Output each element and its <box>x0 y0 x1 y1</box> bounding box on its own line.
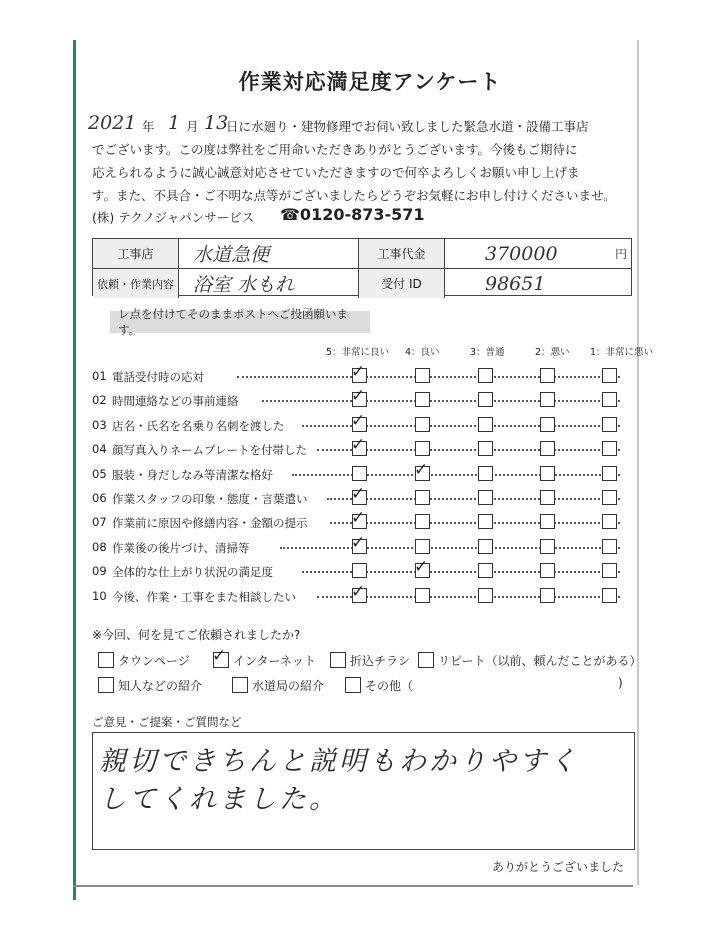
source-option-label: リピート（以前、頼んだことがある） <box>438 653 642 668</box>
rating-checkbox-5[interactable] <box>351 484 367 505</box>
check-mark-icon: ✓ <box>414 459 429 480</box>
source-question: ※今回、何を見てご依頼されましたか? <box>92 628 301 642</box>
rating-checkbox-4[interactable] <box>415 588 430 603</box>
bottom-margin-rule <box>73 885 633 887</box>
source-option-label: 折込チラシ <box>350 653 411 668</box>
check-mark-icon: ✓ <box>212 646 227 666</box>
rating-checkbox-4[interactable] <box>415 514 430 529</box>
job-info-table <box>92 238 632 296</box>
question-row-06 <box>92 484 632 510</box>
leader-dots <box>302 425 620 427</box>
survey-title: 作業対応満足度アンケート <box>238 70 502 94</box>
source-option-2[interactable] <box>212 646 316 669</box>
leader-dots <box>327 498 620 500</box>
question-text: 時間連絡などの事前連絡 <box>112 394 239 409</box>
intro-line-4: す。また、不具合・ご不明な点等がございましたらどうぞお気軽にお申し付けくださいませ。 <box>92 188 616 203</box>
rating-checkbox-2[interactable] <box>540 539 555 554</box>
check-mark-icon: ✓ <box>351 484 366 504</box>
rating-checkbox-1[interactable] <box>602 514 617 529</box>
source-checkbox[interactable] <box>345 677 361 693</box>
leader-dots <box>292 474 620 476</box>
rating-checkbox-4[interactable] <box>415 490 430 505</box>
rating-checkbox-3[interactable] <box>478 514 493 529</box>
source-option-1[interactable] <box>98 651 190 669</box>
fee-label: 工事代金 <box>359 239 445 268</box>
rating-checkbox-2[interactable] <box>540 588 555 603</box>
question-text: 作業後の後片づけ、清掃等 <box>112 540 250 555</box>
question-row-05 <box>92 459 632 486</box>
rating-checkbox-1[interactable] <box>602 539 617 554</box>
source-checkbox[interactable] <box>418 652 434 668</box>
rating-checkbox-2[interactable] <box>540 441 555 456</box>
rating-checkbox-5[interactable] <box>351 362 367 383</box>
fee-value: 370000 <box>485 242 558 265</box>
source-option-3[interactable] <box>330 651 410 669</box>
left-margin-rule <box>73 40 76 900</box>
id-label: 受付 ID <box>359 269 445 298</box>
question-row-04 <box>92 435 632 461</box>
company-phone: ☎0120-873-571 <box>280 205 425 224</box>
leader-dots <box>280 547 620 549</box>
scale-label-1: 1：非常に悪い <box>590 347 654 358</box>
question-text: 作業前に原因や修繕内容・金額の提示 <box>112 516 308 531</box>
info-row-1 <box>93 239 631 268</box>
rating-checkbox-4[interactable] <box>414 557 430 578</box>
scale-label-2: 2：悪い <box>535 347 570 358</box>
source-option-label: 知人などの紹介 <box>118 678 203 693</box>
intro-line-2: でございます。この度は弊社をご用命いただきありがとうございます。今後もご期待に <box>92 142 578 157</box>
rating-checkbox-3[interactable] <box>478 441 493 456</box>
check-mark-icon: ✓ <box>351 581 366 602</box>
instruction-banner: レ点を付けてそのままポストへご投函願います。 <box>110 311 370 333</box>
leader-dots <box>330 522 620 524</box>
question-row-08 <box>92 532 632 559</box>
rating-checkbox-1[interactable] <box>602 490 617 505</box>
question-text: 全体的な仕上がり状況の満足度 <box>112 565 273 580</box>
source-option-label: その他（ <box>365 678 414 693</box>
check-mark-icon: ✓ <box>351 508 366 529</box>
question-number: 07 <box>92 515 107 530</box>
info-row-2 <box>93 268 631 297</box>
question-row-01 <box>92 362 632 388</box>
rating-checkbox-5[interactable] <box>352 466 367 481</box>
question-number: 05 <box>92 466 107 481</box>
source-other-close: ) <box>618 676 623 690</box>
rating-checkbox-2[interactable] <box>540 514 555 529</box>
date-month-suffix: 月 <box>186 119 199 134</box>
intro-line-3: 応えられるように誠心誠意対応させていただきますので何卒よろしくお願い申し上げま <box>92 165 580 180</box>
rating-checkbox-1[interactable] <box>602 392 617 407</box>
rating-checkbox-5[interactable] <box>351 532 367 554</box>
source-option-4[interactable] <box>418 651 642 669</box>
rating-checkbox-2[interactable] <box>540 368 555 383</box>
thanks-text: ありがとうございました <box>492 860 625 874</box>
rating-checkbox-3[interactable] <box>478 563 493 578</box>
question-text: 服装・身だしなみ等清潔な格好 <box>112 467 273 482</box>
source-checkbox[interactable] <box>232 677 248 693</box>
source-checkbox[interactable] <box>330 652 346 668</box>
fee-unit: 円 <box>614 247 627 261</box>
rating-checkbox-3[interactable] <box>478 392 493 407</box>
opinion-line-2: してくれました。 <box>99 784 339 815</box>
question-number: 08 <box>92 539 107 554</box>
opinion-textarea[interactable] <box>92 732 635 850</box>
question-row-10 <box>92 581 632 608</box>
question-number: 04 <box>92 442 107 457</box>
question-number: 02 <box>92 393 107 408</box>
check-mark-icon: ✓ <box>351 532 366 553</box>
rating-checkbox-4[interactable] <box>415 368 430 383</box>
leader-dots <box>302 571 620 573</box>
rating-checkbox-1[interactable] <box>602 588 617 603</box>
rating-checkbox-5[interactable] <box>351 410 367 432</box>
rating-checkbox-1[interactable] <box>602 466 617 481</box>
date-month: 1 <box>168 112 181 134</box>
rating-checkbox-4[interactable] <box>415 441 430 456</box>
right-margin-rule <box>637 40 639 885</box>
check-mark-icon: ✓ <box>351 410 366 431</box>
rating-checkbox-3[interactable] <box>478 588 493 603</box>
source-checkbox[interactable] <box>212 646 229 668</box>
rating-checkbox-1[interactable] <box>602 441 617 456</box>
rating-checkbox-5[interactable] <box>351 386 367 407</box>
scale-label-5: 5：非常に良い <box>326 347 390 358</box>
question-text: 顔写真入りネームプレートを付帯した <box>112 443 308 458</box>
opinion-line-1: 親切できちんと説明もわかりやすく <box>99 746 579 777</box>
rating-checkbox-4[interactable] <box>415 417 430 432</box>
question-text: 電話受付時の応対 <box>112 370 204 384</box>
question-text: 今後、作業・工事をまた相談したい <box>112 589 296 604</box>
rating-checkbox-2[interactable] <box>540 563 555 578</box>
question-row-03 <box>92 410 632 437</box>
fee-field[interactable] <box>445 239 633 268</box>
rating-checkbox-5[interactable] <box>351 508 367 529</box>
question-number: 06 <box>92 491 107 505</box>
check-mark-icon: ✓ <box>351 362 366 382</box>
rating-checkbox-3[interactable] <box>478 417 493 432</box>
date-day: 13 <box>204 112 229 134</box>
rating-checkbox-4[interactable] <box>415 539 430 554</box>
scale-label-3: 3：普通 <box>470 347 505 358</box>
rating-checkbox-2[interactable] <box>540 392 555 407</box>
intro-line-1: 日に水廻り・建物修理でお伺い致しました緊急水道・設備工事店 <box>226 119 589 134</box>
leader-dots <box>262 400 620 402</box>
rating-checkbox-5[interactable] <box>351 435 367 456</box>
question-number: 10 <box>92 588 107 603</box>
rating-checkbox-1[interactable] <box>602 417 617 432</box>
shop-label: 工事店 <box>93 239 179 268</box>
check-mark-icon: ✓ <box>414 557 429 578</box>
rating-checkbox-3[interactable] <box>478 539 493 554</box>
rating-checkbox-3[interactable] <box>478 368 493 383</box>
work-value[interactable]: 浴室 水もれ <box>179 269 359 298</box>
question-row-07 <box>92 508 632 534</box>
question-number: 09 <box>92 564 107 579</box>
source-option-5[interactable] <box>98 676 202 694</box>
source-option-6[interactable] <box>232 676 324 694</box>
rating-checkbox-2[interactable] <box>540 490 555 505</box>
source-option-label: インターネット <box>233 653 316 668</box>
rating-checkbox-2[interactable] <box>540 417 555 432</box>
source-option-label: 水道局の紹介 <box>252 678 325 693</box>
source-checkbox[interactable] <box>98 652 114 668</box>
rating-checkbox-1[interactable] <box>602 368 617 383</box>
work-label: 依頼・作業内容 <box>93 269 179 298</box>
question-text: 店名・氏名を名乗り名刺を渡した <box>112 418 285 433</box>
source-option-label: タウンページ <box>118 653 190 668</box>
question-number: 01 <box>92 369 107 383</box>
scale-label-4: 4：良い <box>405 347 440 358</box>
rating-checkbox-4[interactable] <box>415 392 430 407</box>
question-row-02 <box>92 386 632 412</box>
question-number: 03 <box>92 417 107 432</box>
source-option-7[interactable] <box>345 676 413 694</box>
opinion-label: ご意見・ご提案・ご質問など <box>92 715 242 729</box>
question-row-09 <box>92 557 632 583</box>
check-mark-icon: ✓ <box>351 386 366 407</box>
question-text: 作業スタッフの印象・態度・言葉遣い <box>112 492 308 506</box>
rating-checkbox-1[interactable] <box>602 563 617 578</box>
date-year: 2021 <box>88 112 137 134</box>
check-mark-icon: ✓ <box>351 435 366 456</box>
id-value[interactable]: 98651 <box>485 272 546 295</box>
rating-checkbox-3[interactable] <box>478 466 493 481</box>
company-name: (株) テクノジャパンサービス <box>92 210 255 225</box>
rating-checkbox-2[interactable] <box>540 466 555 481</box>
rating-checkbox-3[interactable] <box>478 490 493 505</box>
rating-checkbox-5[interactable] <box>352 563 367 578</box>
rating-checkbox-5[interactable] <box>351 581 367 603</box>
source-checkbox[interactable] <box>98 677 114 693</box>
shop-value[interactable]: 水道急便 <box>179 239 359 268</box>
rating-checkbox-4[interactable] <box>414 459 430 481</box>
date-year-suffix: 年 <box>142 119 155 134</box>
